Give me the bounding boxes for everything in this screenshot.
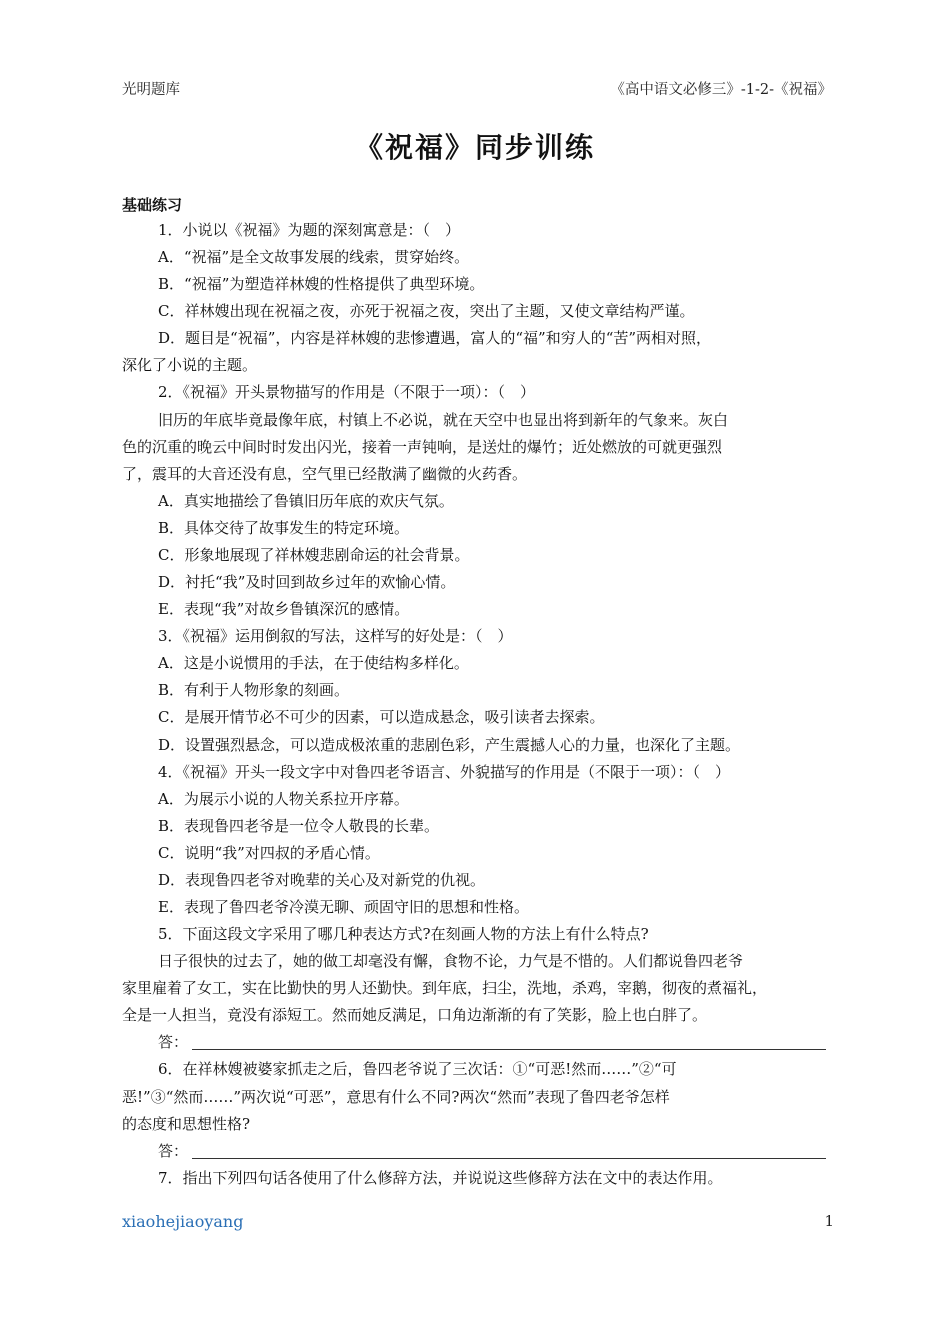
footer-brand: xiaohejiaoyang: [122, 1212, 244, 1231]
header-left: 光明题库: [122, 82, 180, 98]
text-line: D．设置强烈悬念，可以造成极浓重的悲剧色彩，产生震撼人心的力量，也深化了主题。: [158, 735, 741, 754]
text-line: 了，震耳的大音还没有息，空气里已经散满了幽微的火药香。: [122, 464, 528, 483]
section-title: 基础练习: [122, 196, 183, 214]
text-line: C．说明“我”对四叔的矛盾心情。: [158, 843, 380, 862]
text-line: 家里雇着了女工，实在比勤快的男人还勤快。到年底，扫尘，洗地，杀鸡，宰鹅，彻夜的煮福礼，: [122, 979, 768, 998]
text-line: 深化了小说的主题。: [122, 356, 258, 375]
answer-blank-line[interactable]: [192, 1049, 826, 1050]
text-line: 日子很快的过去了，她的做工却毫没有懈，食物不论，力气是不惜的。人们都说鲁四老爷: [158, 952, 744, 971]
text-line: B．具体交待了故事发生的特定环境。: [158, 518, 410, 537]
text-line: 3．《祝福》运用倒叙的写法，这样写的好处是：（ ）: [158, 627, 513, 646]
answer-label: 答：: [158, 1141, 189, 1160]
text-line: 旧历的年底毕竟最像年底，村镇上不必说，就在天空中也显出将到新年的气象来。灰白: [158, 410, 729, 429]
page-title: 《祝福》同步训练: [354, 131, 595, 164]
text-line: B．“祝福”为塑造祥林嫂的性格提供了典型环境。: [158, 275, 485, 294]
text-line: D．题目是“祝福”，内容是祥林嫂的悲惨遭遇，富人的“福”和穷人的“苦”两相对照，: [158, 329, 712, 348]
text-line: B．表现鲁四老爷是一位令人敬畏的长辈。: [158, 816, 440, 835]
page-number: 1: [824, 1212, 834, 1230]
text-line: 6．在祥林嫂被婆家抓走之后，鲁四老爷说了三次话：①“可恶!然而……”②“可: [158, 1060, 677, 1079]
text-line: 的态度和思想性格?: [122, 1114, 251, 1133]
text-line: B．有利于人物形象的刻画。: [158, 681, 350, 700]
text-line: C．祥林嫂出现在祝福之夜，亦死于祝福之夜，突出了主题，又使文章结构严谨。: [158, 302, 695, 321]
text-line: 色的沉重的晚云中间时时发出闪光，接着一声钝响，是送灶的爆竹；近处燃放的可就更强烈: [122, 437, 723, 456]
text-line: A．真实地描绘了鲁镇旧历年底的欢庆气氛。: [158, 491, 454, 510]
text-line: A．“祝福”是全文故事发展的线索，贯穿始终。: [158, 248, 470, 267]
text-line: D．衬托“我”及时回到故乡过年的欢愉心情。: [158, 573, 456, 592]
text-line: 5．下面这段文字采用了哪几种表达方式?在刻画人物的方法上有什么特点?: [158, 925, 649, 944]
text-line: E．表现了鲁四老爷冷漠无聊、顽固守旧的思想和性格。: [158, 898, 529, 916]
text-line: A．这是小说惯用的手法，在于使结构多样化。: [158, 654, 469, 673]
text-line: 恶!”③“然而……”两次说“可恶”，意思有什么不同?两次“然而”表现了鲁四老爷怎样: [122, 1087, 670, 1106]
text-line: 4．《祝福》开头一段文字中对鲁四老爷语言、外貌描写的作用是（不限于一项）：（ ）: [158, 762, 731, 781]
answer-label: 答：: [158, 1033, 189, 1052]
answer-blank-line[interactable]: [192, 1158, 826, 1159]
text-line: 全是一人担当，竟没有添短工。然而她反满足，口角边渐渐的有了笑影，脸上也白胖了。: [122, 1006, 708, 1025]
text-line: E．表现“我”对故乡鲁镇深沉的感情。: [158, 600, 410, 619]
text-line: 7．指出下列四句话各使用了什么修辞方法，并说说这些修辞方法在文中的表达作用。: [158, 1168, 723, 1187]
text-line: A．为展示小说的人物关系拉开序幕。: [158, 789, 409, 808]
text-line: C．是展开情节必不可少的因素，可以造成悬念，吸引读者去探索。: [158, 708, 605, 727]
text-line: 1．小说以《祝福》为题的深刻寓意是：（ ）: [158, 221, 461, 239]
text-line: D．表现鲁四老爷对晚辈的关心及对新党的仇视。: [158, 870, 486, 889]
header-right: 《高中语文必修三》-1-2-《祝福》: [610, 82, 832, 98]
text-line: C．形象地展现了祥林嫂悲剧命运的社会背景。: [158, 545, 470, 564]
text-line: 2．《祝福》开头景物描写的作用是（不限于一项）：（ ）: [158, 383, 536, 402]
